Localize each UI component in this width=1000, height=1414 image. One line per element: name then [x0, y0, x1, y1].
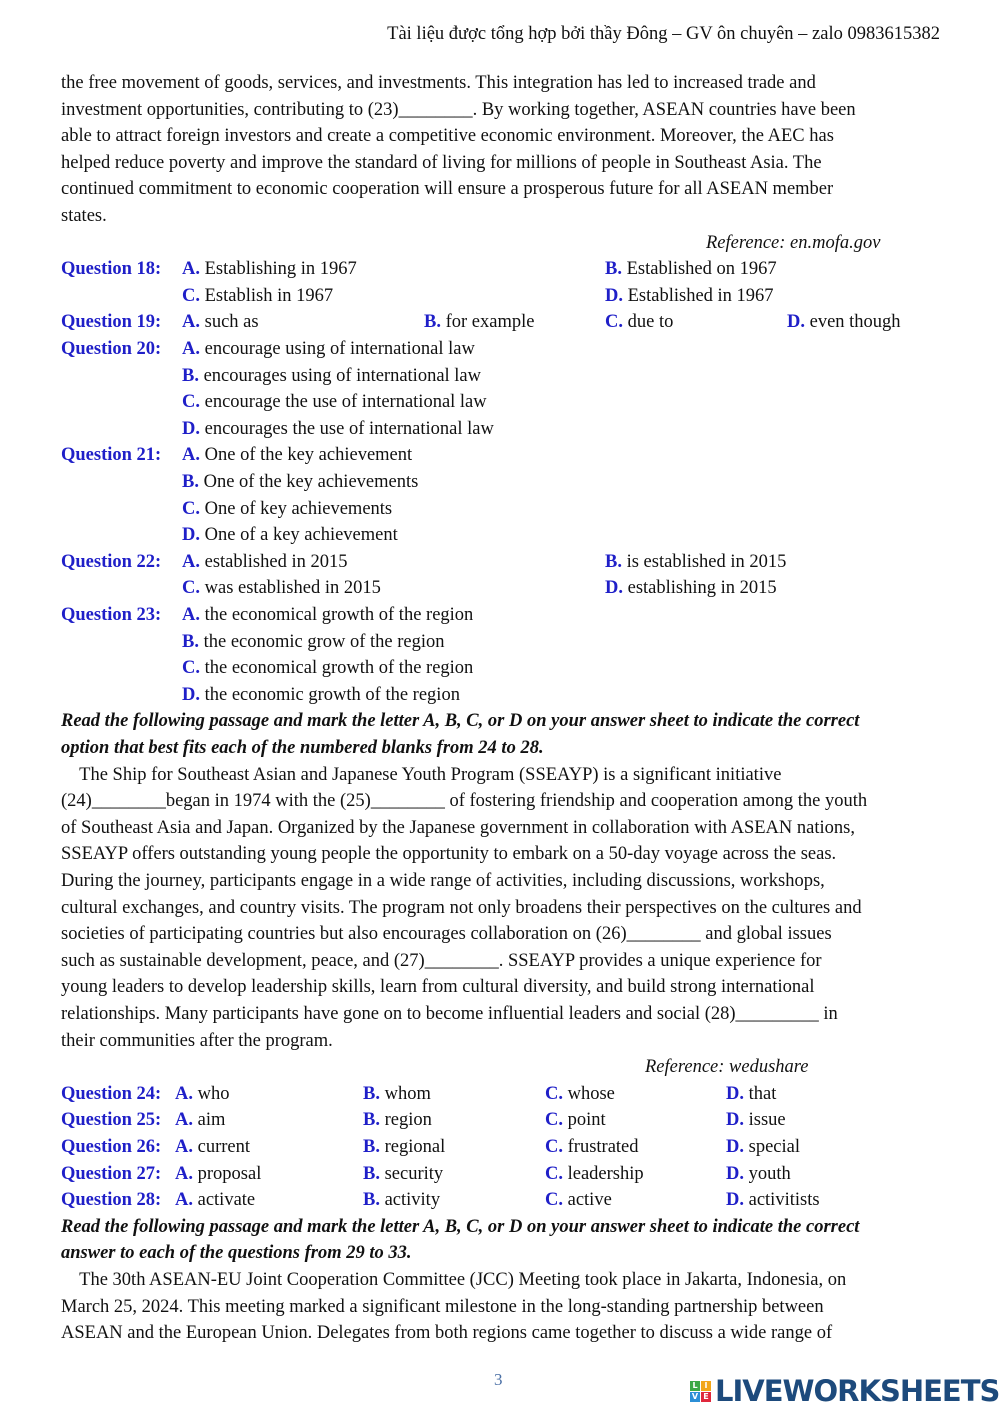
option-text: Established in 1967 [627, 285, 774, 306]
question-label: Question 21: [61, 445, 162, 466]
option-text: Established on 1967 [626, 259, 777, 280]
answer-option[interactable] [605, 256, 777, 282]
passage-line: such as sustainable development, peace, and (27)________. SSEAYP provides a unique experience for [61, 950, 822, 971]
passage-line: relationships. Many participants have gone on to become influential leaders and social (28)_________ in [61, 1004, 838, 1024]
option-text: One of the key achievements [203, 472, 419, 492]
option-letter: D. [182, 418, 200, 439]
answer-option[interactable] [182, 363, 481, 389]
question-label: Question 20: [61, 339, 162, 359]
answer-option[interactable] [182, 522, 398, 548]
passage-line: states. [61, 206, 107, 226]
question-label: Question 28: [61, 1190, 162, 1211]
option-text: Establishing in 1967 [204, 259, 357, 280]
passage-line: able to attract foreign investors and create a competitive economic environment. Moreover, the AEC has [61, 126, 834, 147]
answer-option[interactable] [182, 469, 418, 495]
logo-letter-tile: L [690, 1381, 700, 1391]
option-letter: D. [726, 1190, 744, 1211]
option-letter: A. [182, 445, 200, 466]
option-letter: A. [175, 1083, 193, 1104]
passage-line: The Ship for Southeast Asian and Japanese Youth Program (SSEAYP) is a significant initiative [61, 764, 782, 785]
answer-option[interactable] [182, 309, 259, 335]
passage-line: of Southeast Asia and Japan. Organized by the Japanese government in collaboration with ASEAN nations, [61, 817, 855, 838]
option-letter: C. [182, 498, 200, 519]
option-text: aim [197, 1110, 226, 1131]
option-letter: D. [726, 1110, 744, 1131]
answer-option[interactable] [605, 549, 786, 575]
option-text: whom [384, 1083, 431, 1104]
option-letter: B. [182, 631, 199, 652]
option-letter: D. [726, 1163, 744, 1184]
option-letter: D. [182, 684, 200, 705]
question-label: Question 27: [61, 1163, 162, 1184]
instruction-line: option that best fits each of the numbered blanks from 24 to 28. [61, 738, 544, 758]
option-text: issue [748, 1110, 786, 1131]
passage-line: During the journey, participants engage in a wide range of activities, including discussions, workshops, [61, 871, 825, 891]
answer-option[interactable] [363, 1134, 445, 1160]
option-text: encourage using of international law [204, 339, 475, 359]
answer-option[interactable] [363, 1187, 440, 1213]
option-letter: C. [545, 1190, 563, 1211]
option-text: such as [204, 312, 259, 333]
option-letter: B. [363, 1083, 380, 1104]
answer-option[interactable] [175, 1081, 230, 1107]
option-text: whose [567, 1083, 615, 1104]
answer-option[interactable] [182, 256, 357, 282]
option-text: regional [384, 1137, 446, 1157]
option-letter: B. [182, 472, 199, 492]
answer-option[interactable] [545, 1161, 644, 1187]
option-letter: A. [175, 1190, 193, 1211]
option-letter: D. [726, 1137, 744, 1157]
option-letter: B. [363, 1137, 380, 1157]
passage-line: societies of participating countries but also encourages collaboration on (26)________ and global issues [61, 924, 832, 945]
answer-option[interactable] [182, 602, 473, 628]
question-label: Question 19: [61, 312, 162, 333]
page-header: Tài liệu được tổng hợp bởi thầy Đông – GV ôn chuyên – zalo 0983615382 [387, 24, 940, 44]
option-letter: B. [363, 1163, 380, 1184]
option-text: activitists [748, 1190, 820, 1211]
option-text: for example [445, 312, 535, 333]
answer-option[interactable] [182, 283, 333, 309]
option-text: that [748, 1083, 777, 1104]
answer-option[interactable] [182, 496, 392, 522]
logo-letter-tile: I [701, 1381, 711, 1391]
option-letter: A. [182, 312, 200, 333]
passage-line: investment opportunities, contributing to (23)________. By working together, ASEAN countries have been [61, 99, 856, 120]
answer-option[interactable] [726, 1081, 776, 1107]
answer-option[interactable] [726, 1134, 800, 1160]
passage-line: young leaders to develop leadership skills, learn from cultural diversity, and build strong international [61, 977, 815, 998]
passage-line: The 30th ASEAN-EU Joint Cooperation Committee (JCC) Meeting took place in Jakarta, Indonesia, on [61, 1270, 847, 1290]
answer-option[interactable] [182, 655, 473, 681]
passage-line: helped reduce poverty and improve the standard of living for millions of people in Southeast Asia. The [61, 152, 822, 173]
page-number: 3 [494, 1370, 503, 1389]
option-text: is established in 2015 [626, 551, 787, 572]
answer-option[interactable] [545, 1187, 612, 1213]
option-text: who [197, 1083, 230, 1104]
option-letter: B. [363, 1110, 380, 1131]
option-text: proposal [197, 1163, 262, 1184]
option-text: One of key achievements [204, 498, 393, 519]
option-text: the economic grow of the region [203, 631, 445, 652]
question-label: Question 23: [61, 605, 162, 625]
answer-option[interactable] [605, 309, 673, 335]
passage-line: March 25, 2024. This meeting marked a significant milestone in the long-standing partnership between [61, 1296, 824, 1317]
answer-option[interactable] [726, 1107, 786, 1133]
answer-option[interactable] [175, 1187, 255, 1213]
reference: Reference: wedushare [645, 1057, 809, 1078]
option-text: activate [197, 1190, 256, 1211]
option-text: special [748, 1137, 800, 1157]
answer-option[interactable] [175, 1134, 250, 1160]
passage-line: SSEAYP offers outstanding young people the opportunity to embark on a 50-day voyage across the seas. [61, 844, 837, 865]
answer-option[interactable] [182, 549, 347, 575]
answer-option[interactable] [363, 1081, 431, 1107]
option-text: was established in 2015 [204, 578, 381, 599]
answer-option[interactable] [363, 1161, 443, 1187]
option-text: due to [627, 312, 674, 333]
option-letter: C. [605, 312, 623, 333]
logo-text: LIVEWORKSHEETS [715, 1374, 1000, 1408]
option-letter: B. [182, 365, 199, 386]
answer-option[interactable] [545, 1107, 606, 1133]
answer-option[interactable] [182, 629, 445, 655]
option-text: security [384, 1163, 444, 1184]
answer-option[interactable] [787, 309, 901, 335]
option-letter: B. [424, 312, 441, 333]
option-letter: C. [182, 285, 200, 306]
option-text: One of a key achievement [204, 525, 398, 546]
option-letter: C. [545, 1083, 563, 1104]
option-text: youth [748, 1163, 791, 1184]
option-text: region [384, 1110, 432, 1131]
option-text: established in 2015 [204, 551, 348, 572]
liveworksheets-logo [690, 1374, 999, 1408]
option-letter: C. [545, 1163, 563, 1184]
question-label: Question 24: [61, 1083, 162, 1104]
answer-option[interactable] [175, 1161, 261, 1187]
option-letter: A. [182, 259, 200, 280]
answer-option[interactable] [605, 575, 777, 601]
option-text: the economic growth of the region [204, 684, 460, 705]
option-letter: D. [787, 312, 805, 333]
option-text: the economical growth of the region [204, 658, 474, 679]
option-letter: B. [363, 1190, 380, 1211]
option-letter: A. [175, 1110, 193, 1131]
answer-option[interactable] [605, 283, 774, 309]
option-letter: D. [182, 525, 200, 546]
answer-option[interactable] [182, 389, 487, 415]
passage-line: continued commitment to economic cooperation will ensure a prosperous future for all ASEAN member [61, 179, 834, 200]
option-text: current [197, 1137, 251, 1157]
passage-line: their communities after the program. [61, 1030, 333, 1051]
option-letter: C. [182, 392, 200, 413]
answer-option[interactable] [726, 1187, 820, 1213]
logo-letter-tile: E [701, 1392, 711, 1402]
passage-line: (24)________began in 1974 with the (25)________ of fostering friendship and cooperation among the youth [61, 791, 868, 812]
option-letter: A. [175, 1163, 193, 1184]
option-letter: C. [182, 578, 200, 599]
option-text: encourage the use of international law [204, 392, 487, 413]
option-text: active [567, 1190, 612, 1211]
answer-option[interactable] [182, 336, 475, 362]
option-letter: C. [545, 1137, 563, 1157]
option-text: even though [809, 312, 901, 333]
option-text: the economical growth of the region [204, 605, 474, 625]
question-label: Question 26: [61, 1137, 162, 1157]
question-label: Question 18: [61, 259, 162, 280]
answer-option[interactable] [182, 442, 412, 468]
option-text: establishing in 2015 [627, 578, 777, 599]
question-label: Question 22: [61, 551, 162, 572]
option-letter: A. [182, 339, 200, 359]
option-text: encourages the use of international law [204, 418, 494, 439]
reference: Reference: en.mofa.gov [706, 232, 881, 253]
answer-option[interactable] [175, 1107, 225, 1133]
answer-option[interactable] [424, 309, 534, 335]
option-letter: B. [605, 551, 622, 572]
option-letter: A. [175, 1137, 193, 1157]
passage-line: cultural exchanges, and country visits. The program not only broadens their perspectives on the cultures and [61, 897, 862, 918]
question-label: Question 25: [61, 1110, 162, 1131]
option-text: Establish in 1967 [204, 285, 334, 306]
option-letter: D. [605, 285, 623, 306]
answer-option[interactable] [363, 1107, 432, 1133]
live-logo-icon [690, 1381, 711, 1402]
logo-letter-tile: V [691, 1391, 699, 1401]
instruction-line: Read the following passage and mark the letter A, B, C, or D on your answer sheet to indicate the correct [61, 711, 860, 732]
passage-line: the free movement of goods, services, and investments. This integration has led to increased trade and [61, 73, 816, 93]
answer-option[interactable] [182, 682, 460, 708]
option-letter: D. [605, 578, 623, 599]
passage-line: ASEAN and the European Union. Delegates from both regions came together to discuss a wide range of [61, 1323, 833, 1344]
answer-option[interactable] [182, 416, 494, 442]
option-letter: D. [726, 1083, 744, 1104]
answer-option[interactable] [545, 1134, 639, 1160]
option-letter: A. [182, 551, 200, 572]
answer-option[interactable] [182, 575, 381, 601]
option-letter: A. [182, 605, 200, 625]
option-text: One of the key achievement [204, 445, 413, 466]
instruction-line: Read the following passage and mark the letter A, B, C, or D on your answer sheet to indicate the correct [61, 1216, 860, 1237]
option-text: activity [384, 1190, 441, 1211]
answer-option[interactable] [545, 1081, 615, 1107]
option-text: leadership [567, 1163, 644, 1184]
option-letter: B. [605, 259, 622, 280]
option-text: encourages using of international law [203, 365, 482, 386]
option-text: frustrated [567, 1137, 639, 1157]
option-text: point [567, 1110, 606, 1131]
answer-option[interactable] [726, 1161, 791, 1187]
option-letter: C. [545, 1110, 563, 1131]
option-letter: C. [182, 658, 200, 679]
instruction-line: answer to each of the questions from 29 to 33. [61, 1243, 412, 1264]
